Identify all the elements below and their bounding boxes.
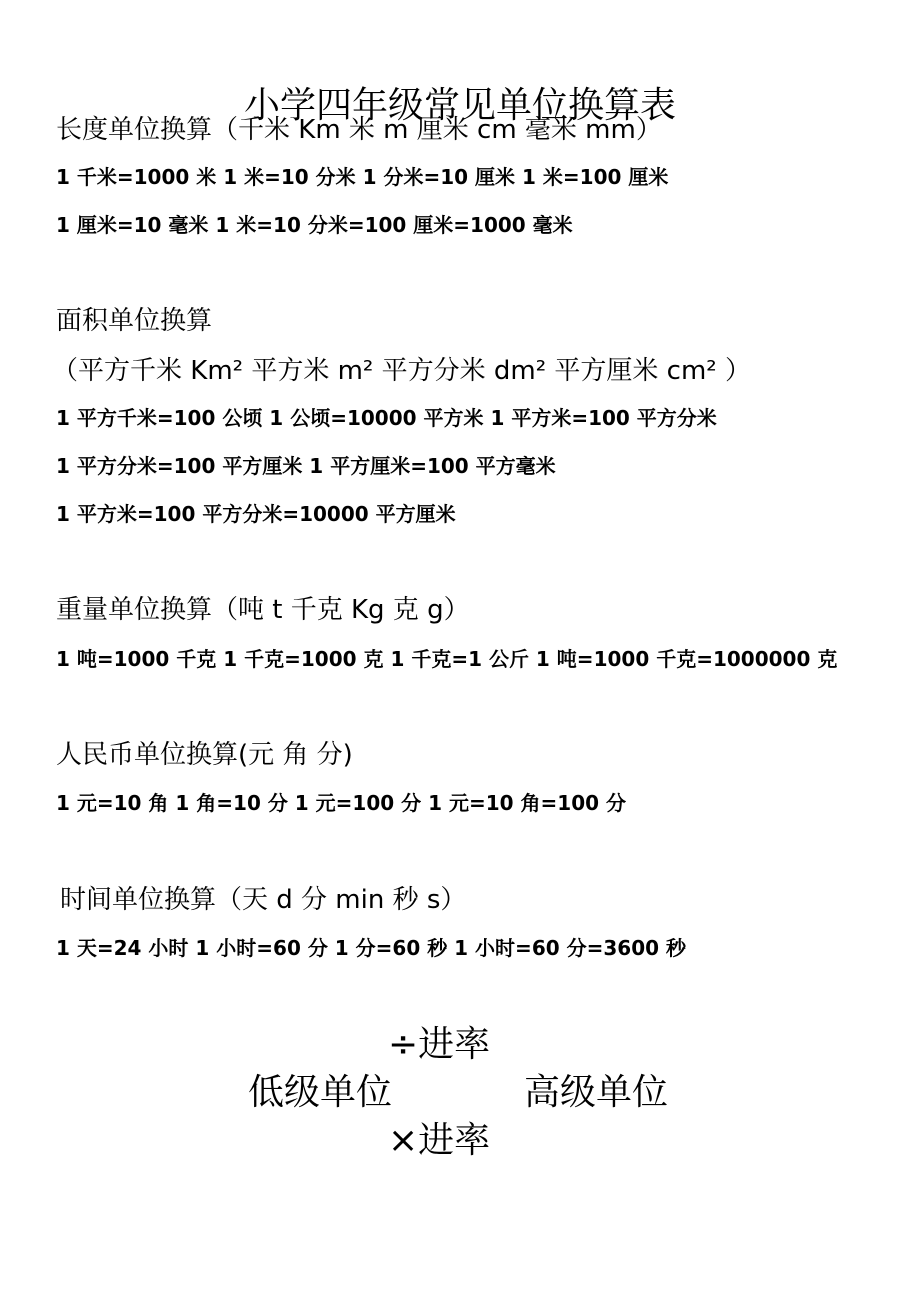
area-units: （平方千米 Km² 平方米 m² 平方分米 dm² 平方厘米 cm² ） [52, 356, 751, 386]
length-heading: 长度单位换算（千米 Km 米 m 厘米 cm 毫米 mm） [56, 115, 662, 145]
money-equation-1: 1 元=10 角 1 角=10 分 1 元=100 分 1 元=10 角=100 分 [56, 791, 626, 815]
weight-heading: 重量单位换算（吨 t 千克 Kg 克 g） [56, 595, 470, 625]
time-equation-1: 1 天=24 小时 1 小时=60 分 1 分=60 秒 1 小时=60 分=3600 秒 [56, 936, 686, 960]
area-heading: 面积单位换算 [56, 306, 213, 336]
page-title: 小学四年级常见单位换算表 [243, 85, 676, 127]
money-heading: 人民币单位换算(元 角 分) [56, 740, 353, 770]
time-heading: 时间单位换算（天 d 分 min 秒 s） [60, 885, 467, 915]
area-equation-3: 1 平方米=100 平方分米=10000 平方厘米 [56, 502, 456, 526]
low-unit-label: 低级单位 [248, 1072, 393, 1113]
area-equation-1: 1 平方千米=100 公顷 1 公顷=10000 平方米 1 平方米=100 平方分米 [56, 406, 717, 430]
area-equation-2: 1 平方分米=100 平方厘米 1 平方厘米=100 平方毫米 [56, 454, 556, 478]
high-unit-label: 高级单位 [524, 1072, 669, 1113]
length-equation-1: 1 千米=1000 米 1 米=10 分米 1 分米=10 厘米 1 米=100 厘米 [56, 165, 669, 189]
multiply-rate-label: ×进率 [388, 1120, 491, 1161]
weight-equation-1: 1 吨=1000 千克 1 千克=1000 克 1 千克=1 公斤 1 吨=1000 千克=1000000 克 [56, 647, 838, 671]
divide-rate-label: ÷进率 [388, 1024, 491, 1065]
length-equation-2: 1 厘米=10 毫米 1 米=10 分米=100 厘米=1000 毫米 [56, 213, 573, 237]
